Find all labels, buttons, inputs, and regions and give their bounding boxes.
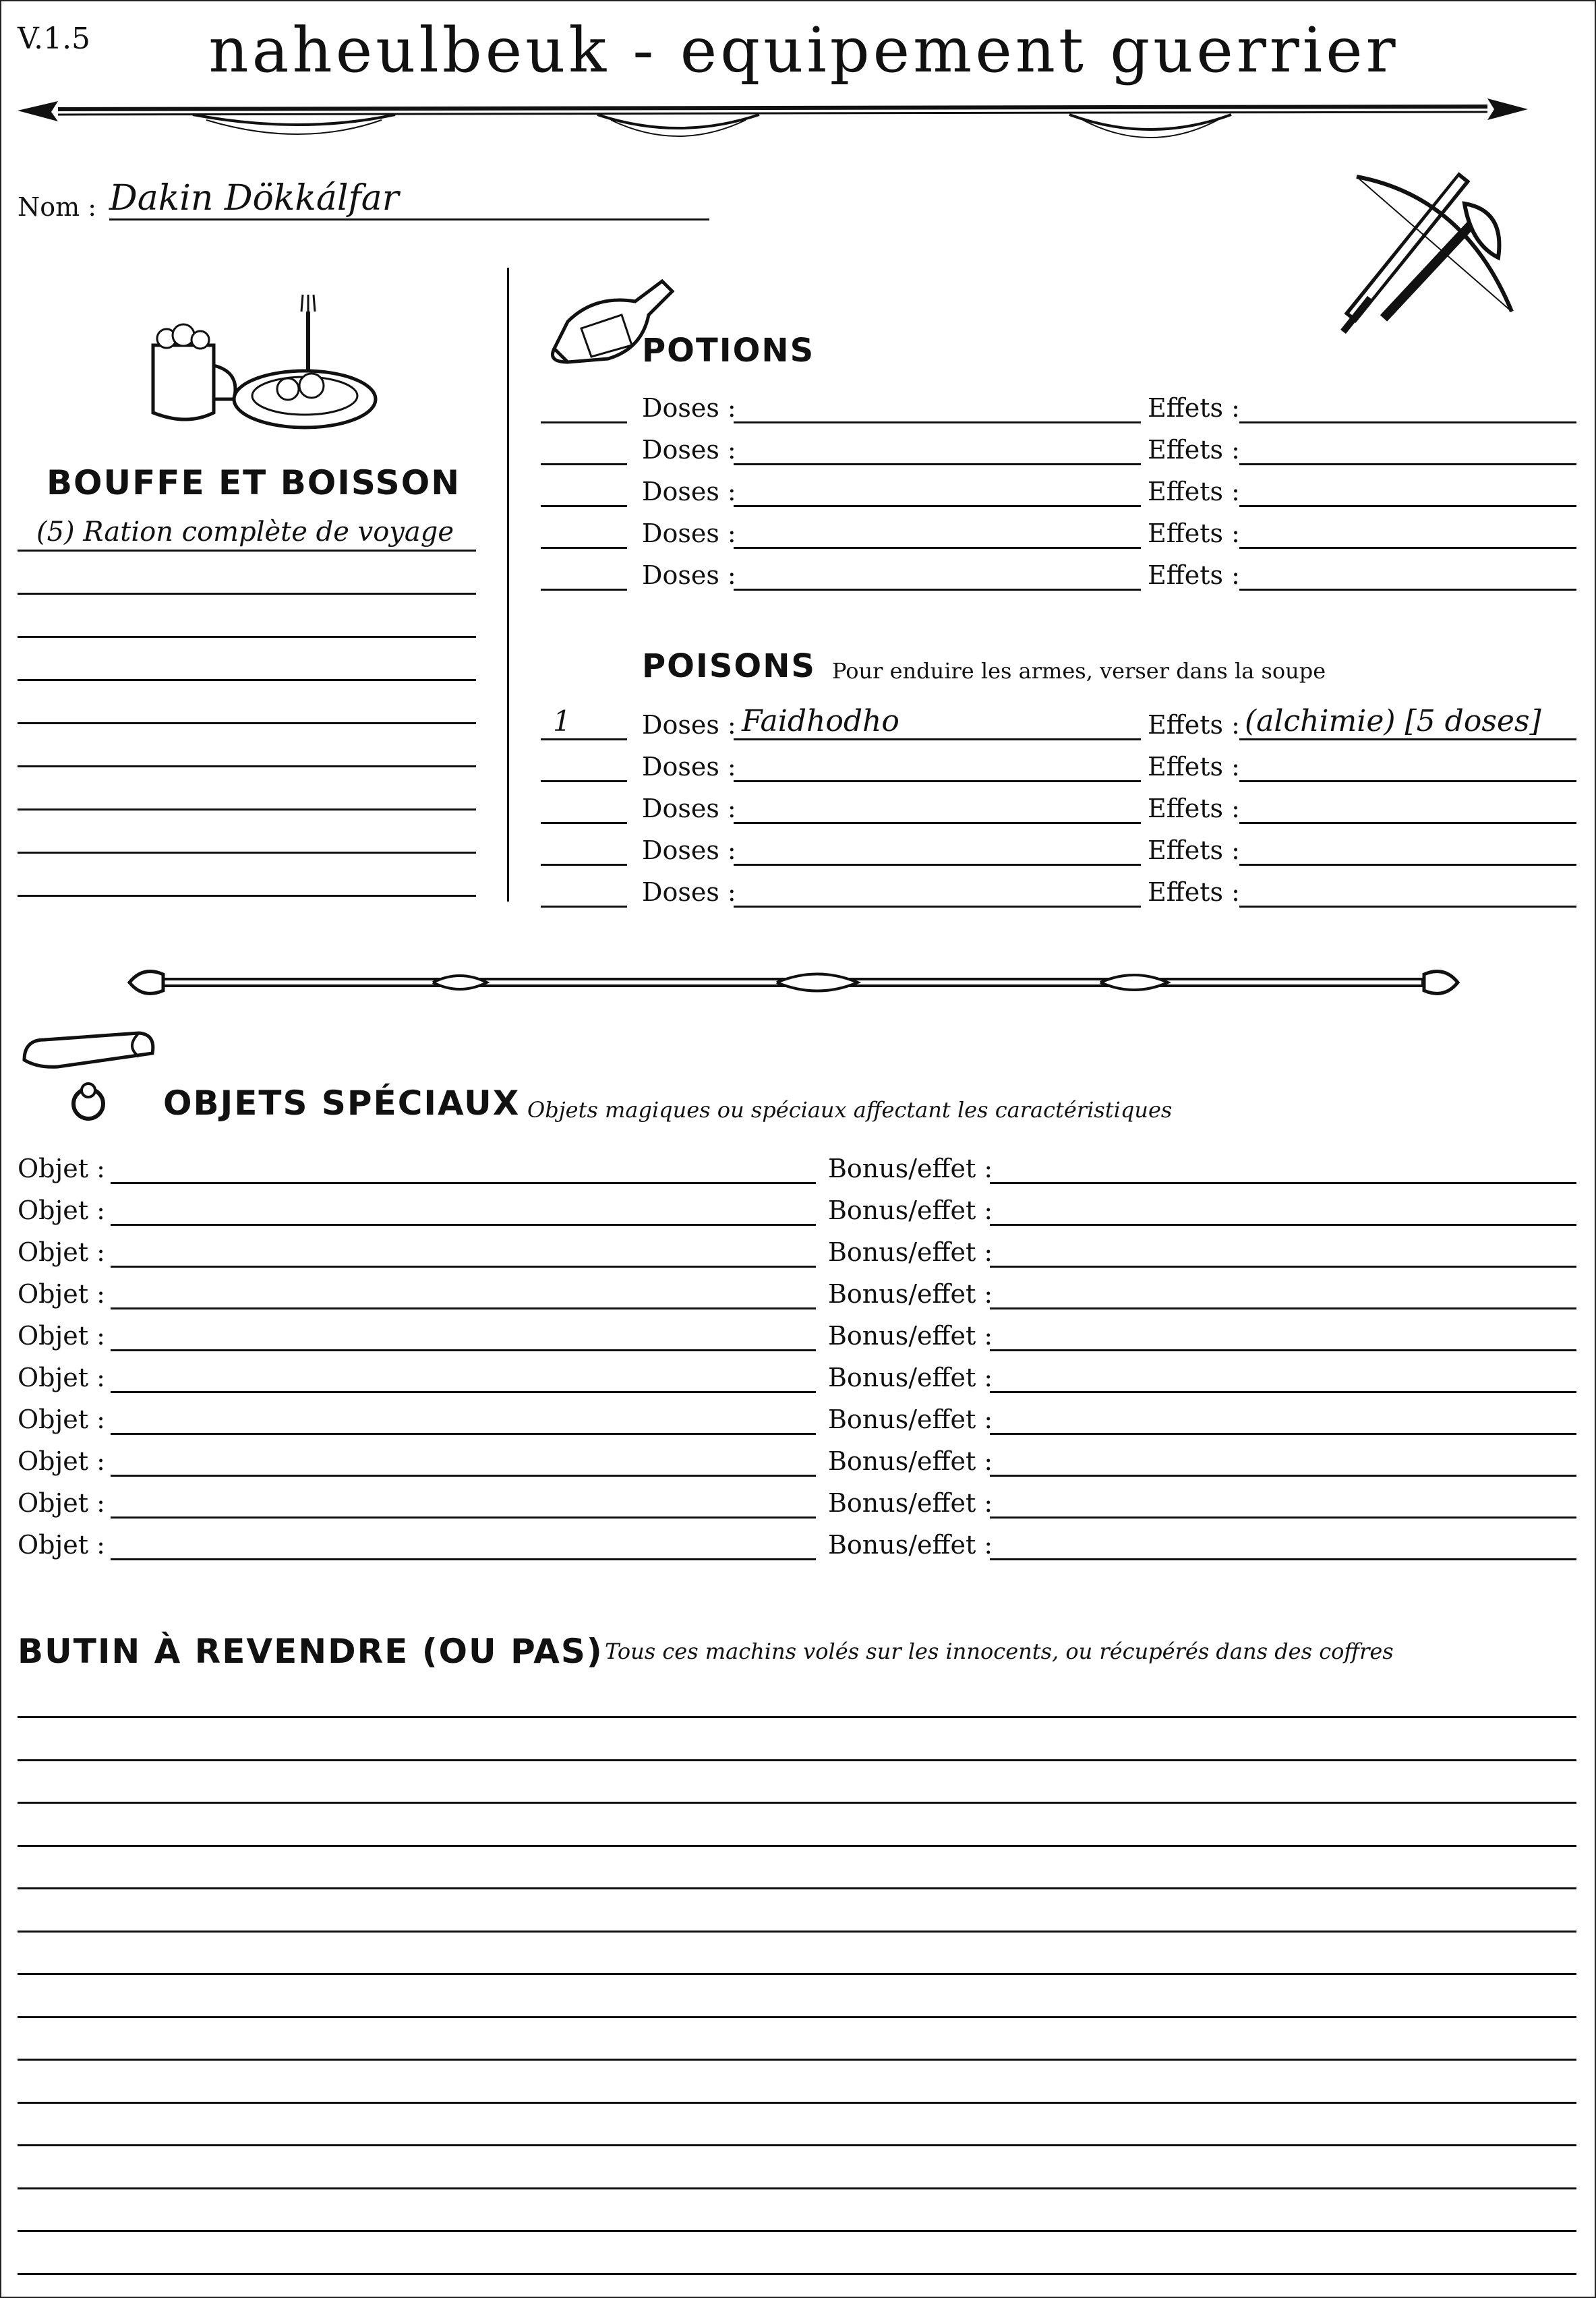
potions-effects-field[interactable]	[1239, 386, 1576, 423]
bonus-label: Bonus/effet :	[828, 1279, 993, 1309]
bonus-field[interactable]	[990, 1400, 1576, 1435]
potions-effects-label: Effets :	[1148, 477, 1240, 506]
object-label: Objet :	[18, 1363, 105, 1392]
potions-quantity[interactable]	[541, 386, 627, 423]
loot-line[interactable]	[18, 1937, 1576, 1975]
special-heading: OBJETS SPÉCIAUX	[163, 1084, 521, 1123]
poisons-doses-label: Doses :	[642, 794, 736, 823]
potions-doses-label: Doses :	[642, 560, 736, 590]
poisons-effects-label: Effets :	[1148, 794, 1240, 823]
loot-line[interactable]	[18, 2066, 1576, 2104]
loot-line[interactable]	[18, 1895, 1576, 1933]
potions-row	[1, 553, 1595, 593]
bonus-field[interactable]	[990, 1358, 1576, 1393]
potions-doses-field[interactable]	[734, 511, 1141, 549]
loot-line[interactable]	[18, 2280, 1576, 2298]
special-object-row	[1, 1274, 1595, 1315]
loot-line[interactable]	[18, 2109, 1576, 2146]
poisons-doses-field[interactable]	[734, 870, 1141, 908]
bonus-field[interactable]	[990, 1483, 1576, 1519]
potions-effects-field[interactable]	[1239, 553, 1576, 591]
potions-effects-label: Effets :	[1148, 435, 1240, 465]
potions-effects-label: Effets :	[1148, 519, 1240, 548]
poisons-row	[1, 828, 1595, 868]
object-field[interactable]	[111, 1274, 816, 1309]
poisons-row	[1, 870, 1595, 910]
poisons-quantity[interactable]	[541, 870, 627, 908]
scroll-and-ring-icon	[18, 1026, 159, 1127]
poisons-effects-field[interactable]	[1239, 744, 1576, 782]
poisons-heading: POISONS	[642, 647, 816, 685]
potions-row	[1, 428, 1595, 468]
poisons-effects-label: Effets :	[1148, 710, 1240, 740]
poisons-doses-field[interactable]	[734, 828, 1141, 866]
bonus-field[interactable]	[990, 1274, 1576, 1309]
bonus-field[interactable]	[990, 1233, 1576, 1268]
loot-line[interactable]	[18, 1766, 1576, 1804]
object-label: Objet :	[18, 1321, 105, 1351]
special-object-row	[1, 1483, 1595, 1524]
object-label: Objet :	[18, 1237, 105, 1267]
crossed-weapons-icon	[1330, 156, 1525, 338]
spear-divider-icon	[18, 88, 1528, 155]
potions-quantity[interactable]	[541, 469, 627, 507]
bonus-label: Bonus/effet :	[828, 1321, 993, 1351]
poisons-doses-field[interactable]: Faidhodho	[734, 703, 1141, 740]
potions-effects-label: Effets :	[1148, 560, 1240, 590]
potions-row	[1, 386, 1595, 426]
poisons-quantity[interactable]	[541, 744, 627, 782]
potions-doses-label: Doses :	[642, 519, 736, 548]
potions-effects-field[interactable]	[1239, 469, 1576, 507]
poisons-doses-label: Doses :	[642, 835, 736, 865]
loot-line[interactable]	[18, 1980, 1576, 2018]
object-field[interactable]	[111, 1442, 816, 1477]
object-field[interactable]	[111, 1233, 816, 1268]
potions-effects-field[interactable]	[1239, 511, 1576, 549]
object-field[interactable]	[111, 1316, 816, 1351]
poisons-doses-label: Doses :	[642, 877, 736, 907]
food-line[interactable]: (5) Ration complète de voyage	[18, 512, 476, 552]
poisons-effects-field[interactable]	[1239, 870, 1576, 908]
bonus-field[interactable]	[990, 1316, 1576, 1351]
poisons-doses-label: Doses :	[642, 710, 736, 740]
bonus-label: Bonus/effet :	[828, 1405, 993, 1434]
potions-row	[1, 469, 1595, 510]
potions-quantity[interactable]	[541, 428, 627, 465]
poisons-subtitle: Pour enduire les armes, verser dans la soupe	[832, 658, 1326, 684]
special-object-row	[1, 1233, 1595, 1273]
page-title: naheulbeuk - equipement guerrier	[208, 14, 1399, 86]
bonus-label: Bonus/effet :	[828, 1488, 993, 1518]
poisons-doses-field[interactable]	[734, 744, 1141, 782]
loot-line[interactable]	[18, 2023, 1576, 2061]
object-label: Objet :	[18, 1530, 105, 1560]
loot-subtitle: Tous ces machins volés sur les innocents, ou récupérés dans des coffres	[605, 1639, 1394, 1664]
object-field[interactable]	[111, 1191, 816, 1226]
bonus-label: Bonus/effet :	[828, 1363, 993, 1392]
loot-heading: BUTIN À REVENDRE (OU PAS)	[18, 1632, 603, 1671]
loot-line[interactable]	[18, 1680, 1576, 1718]
potions-quantity[interactable]	[541, 511, 627, 549]
potions-effects-label: Effets :	[1148, 393, 1240, 423]
poisons-doses-label: Doses :	[642, 752, 736, 782]
potions-effects-field[interactable]	[1239, 428, 1576, 465]
bonus-label: Bonus/effet :	[828, 1154, 993, 1183]
potions-doses-field[interactable]	[734, 469, 1141, 507]
loot-line[interactable]	[18, 2194, 1576, 2232]
loot-line[interactable]	[18, 2152, 1576, 2189]
potions-row	[1, 511, 1595, 552]
poisons-quantity[interactable]	[541, 786, 627, 824]
version-label: V.1.5	[18, 22, 91, 56]
poisons-quantity[interactable]: 1	[541, 703, 627, 740]
poisons-doses-field[interactable]	[734, 786, 1141, 824]
poisons-quantity[interactable]	[541, 828, 627, 866]
poisons-row	[1, 786, 1595, 827]
potions-heading: POTIONS	[642, 332, 815, 370]
loot-line[interactable]	[18, 1809, 1576, 1847]
object-label: Objet :	[18, 1279, 105, 1309]
poisons-effects-label: Effets :	[1148, 835, 1240, 865]
name-label: Nom :	[18, 192, 97, 222]
special-object-row	[1, 1316, 1595, 1357]
object-field[interactable]	[111, 1525, 816, 1560]
loot-line[interactable]	[18, 1852, 1576, 1889]
special-object-row	[1, 1191, 1595, 1231]
object-field[interactable]	[111, 1483, 816, 1519]
potions-doses-label: Doses :	[642, 477, 736, 506]
poisons-effects-field[interactable]	[1239, 786, 1576, 824]
special-object-row	[1, 1442, 1595, 1482]
food-heading: BOUFFE ET BOISSON	[46, 463, 461, 502]
object-field[interactable]	[111, 1400, 816, 1435]
loot-line[interactable]	[18, 2237, 1576, 2275]
object-label: Objet :	[18, 1446, 105, 1476]
staff-divider-icon	[129, 962, 1458, 1003]
poisons-row	[1, 744, 1595, 785]
poisons-effects-field[interactable]: (alchimie) [5 doses]	[1239, 703, 1576, 740]
poisons-row	[1, 703, 1595, 743]
object-label: Objet :	[18, 1405, 105, 1434]
bonus-label: Bonus/effet :	[828, 1446, 993, 1476]
potions-doses-label: Doses :	[642, 435, 736, 465]
object-field[interactable]	[111, 1358, 816, 1393]
name-field[interactable]: Dakin Dökkálfar	[109, 178, 709, 220]
special-object-row	[1, 1400, 1595, 1440]
object-label: Objet :	[18, 1154, 105, 1183]
bonus-label: Bonus/effet :	[828, 1237, 993, 1267]
food-line[interactable]	[18, 599, 476, 638]
potions-quantity[interactable]	[541, 553, 627, 591]
poisons-effects-label: Effets :	[1148, 752, 1240, 782]
bonus-field[interactable]	[990, 1442, 1576, 1477]
potions-doses-field[interactable]	[734, 386, 1141, 423]
poisons-effects-label: Effets :	[1148, 877, 1240, 907]
special-object-row	[1, 1358, 1595, 1398]
object-label: Objet :	[18, 1488, 105, 1518]
potions-doses-field[interactable]	[734, 553, 1141, 591]
special-object-row	[1, 1149, 1595, 1189]
special-subtitle: Objets magiques ou spéciaux affectant les caractéristiques	[527, 1097, 1173, 1123]
bonus-label: Bonus/effet :	[828, 1530, 993, 1560]
bonus-field[interactable]	[990, 1525, 1576, 1560]
bonus-label: Bonus/effet :	[828, 1196, 993, 1225]
potions-doses-label: Doses :	[642, 393, 736, 423]
bonus-field[interactable]	[990, 1149, 1576, 1184]
potions-doses-field[interactable]	[734, 428, 1141, 465]
food-line[interactable]	[18, 642, 476, 681]
special-object-row	[1, 1525, 1595, 1566]
bonus-field[interactable]	[990, 1191, 1576, 1226]
loot-line[interactable]	[18, 1724, 1576, 1761]
poisons-effects-field[interactable]	[1239, 828, 1576, 866]
object-label: Objet :	[18, 1196, 105, 1225]
object-field[interactable]	[111, 1149, 816, 1184]
